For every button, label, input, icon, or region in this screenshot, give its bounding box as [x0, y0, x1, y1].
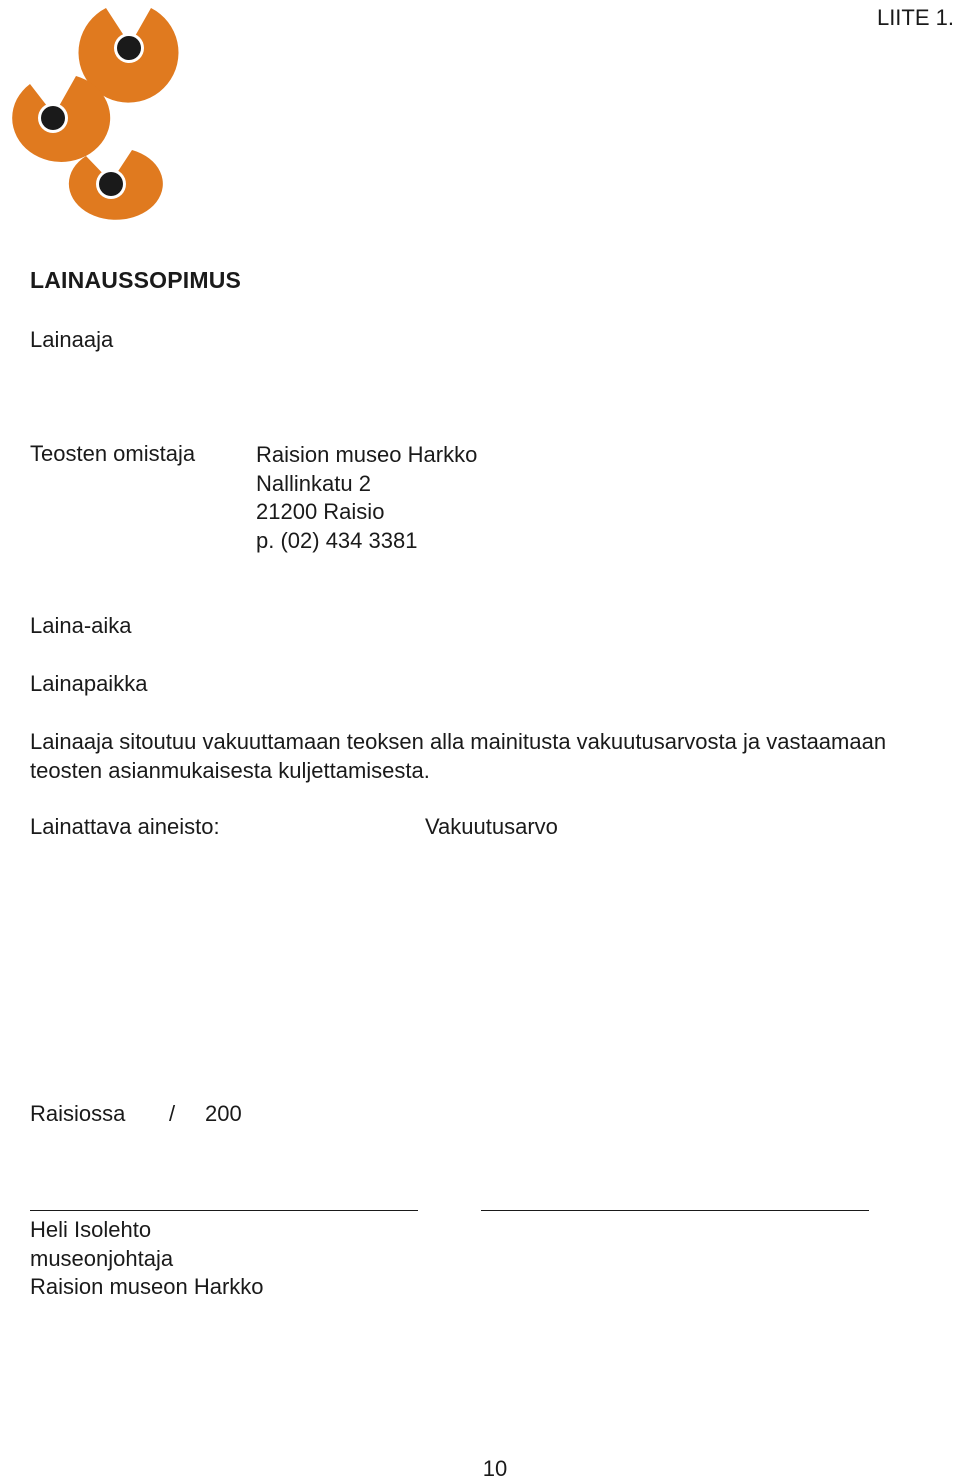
logo-eye-left: [12, 76, 110, 162]
date-year: 200: [205, 1101, 242, 1126]
date-place: Raisiossa: [30, 1101, 126, 1126]
document-title: LAINAUSSOPIMUS: [30, 267, 242, 293]
owner-address: [256, 441, 477, 556]
museum-logo: [0, 0, 190, 225]
loan-place-label: Lainapaikka: [30, 671, 148, 696]
owner-postal: 21200 Raisio: [256, 499, 385, 525]
loan-period-label: Laina-aika: [30, 613, 132, 638]
logo-eye-bottom: [69, 150, 163, 220]
lender-label: Lainaaja: [30, 327, 114, 352]
date-separator: /: [169, 1101, 176, 1126]
owner-street: Nallinkatu 2: [256, 470, 371, 496]
commitment-paragraph: Lainaaja sitoutuu vakuuttamaan teoksen alla mainitusta vakuutusarvosta ja vastaamaan teosten asianmukaisesta kuljettamisesta.: [30, 729, 887, 783]
material-label: Lainattava aineisto:: [30, 814, 220, 839]
signature-line-lender: [481, 1210, 869, 1211]
signer-organization: Raision museon Harkko: [30, 1274, 264, 1300]
signer-name: Heli Isolehto: [30, 1217, 152, 1242]
owner-phone: p. (02) 434 3381: [256, 528, 418, 554]
page-number: 10: [482, 1456, 508, 1481]
attachment-label: LIITE 1.: [876, 5, 954, 30]
insurance-value-label: Vakuutusarvo: [425, 814, 558, 839]
signature-line-owner: [30, 1210, 418, 1211]
owner-label: Teosten omistaja: [30, 441, 196, 466]
signer-role: museonjohtaja: [30, 1245, 174, 1271]
owner-name: Raision museo Harkko: [256, 442, 478, 467]
signer-block: [30, 1216, 264, 1302]
